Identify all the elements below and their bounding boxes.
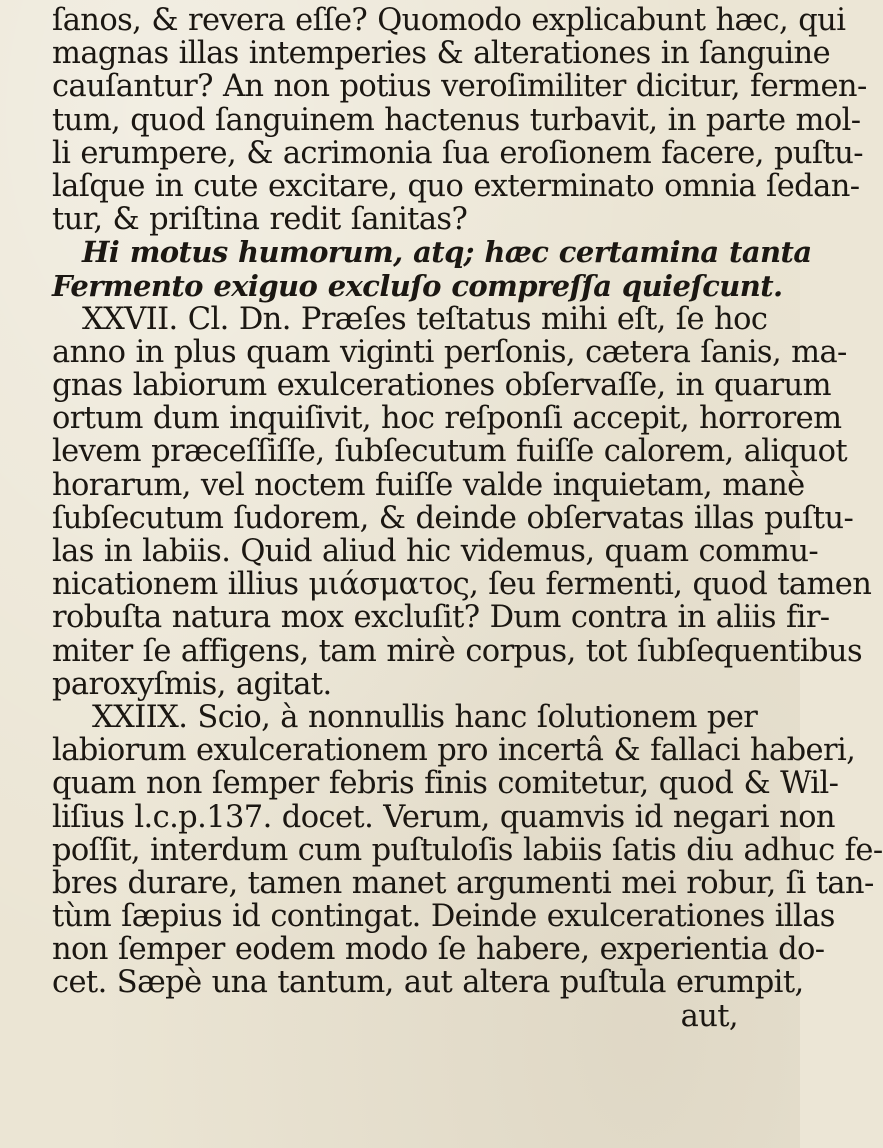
text-line: horarum, vel noctem fuiſſe valde inquietam, manè [52,467,805,503]
text-line: ortum dum inquiſivit, hoc reſponſi accepit, horrorem [52,401,842,437]
section-heading-line: XXVII. Cl. Dn. Præſes teſtatus mihi eſt, ſe hoc [82,301,768,337]
text-line: gnas labiorum exulcerationes obſervaſſe, in quarum [52,368,831,404]
text-line: li erumpere, & acrimonia ſua eroſionem facere, puſtu- [52,135,864,171]
text-line: nicationem illius μιάσματος, ſeu fermenti, quod tamen [52,567,872,603]
text-line: ſanos, & revera eſſe? Quomodo explicabunt hæc, qui [52,3,846,38]
text-line: robuſta natura mox excluſit? Dum contra in aliis fir- [52,600,830,636]
text-line: paroxyſmis, agitat. [52,666,332,702]
italic-verse-line: Hi motus humorum, atq; hæc certamina tanta [82,235,812,270]
text-line: ſubſecutum ſudorem, & deinde obſervatas illas puſtu- [52,500,854,536]
text-line: quam non ſemper febris finis comitetur, quod & Wil- [52,766,839,802]
text-line: tur, & priſtina redit ſanitas? [52,202,468,238]
latin-text-block [52,3,883,1034]
text-line: cet. Sæpè una tantum, aut altera puſtula erumpit, [52,965,804,1001]
text-line: anno in plus quam viginti perſonis, cætera ſanis, ma- [52,334,847,370]
text-line: non ſemper eodem modo ſe habere, experientia do- [52,932,825,968]
section-heading-line: XXIIX. Scio, à nonnullis hanc ſolutionem per [92,699,758,735]
text-line: las in labiis. Quid aliud hic videmus, quam commu- [52,534,819,569]
text-line: levem præceſſiſſe, ſubſecutum fuiſſe calorem, aliquot [52,434,848,470]
text-line: tum, quod ſanguinem hactenus turbavit, in parte mol- [52,102,861,138]
text-line: laſque in cute excitare, quo exterminato omnia ſedan- [52,168,860,204]
catchword: aut, [680,998,738,1034]
text-line: poſſit, interdum cum puſtuloſis labiis ſatis diu adhuc fe- [52,832,883,868]
italic-verse-line: Fermento exiguo excluſo compreſſa quieſcunt. [52,268,783,303]
text-line: liſius l.c.p.137. docet. Verum, quamvis id negari non [52,799,835,835]
text-line: miter ſe affigens, tam mirè corpus, tot ſubſequentibus [52,633,863,669]
text-line: bres durare, tamen manet argumenti mei robur, ſi tan- [52,865,874,901]
text-line: labiorum exulcerationem pro incertâ & fallaci haberi, [52,733,856,769]
text-line: cauſantur? An non potius veroſimiliter dicitur, fermen- [52,69,867,105]
text-line: magnas illas intemperies & alterationes in ſanguine [52,36,831,72]
text-line: tùm ſæpius id contingat. Deinde exulcerationes illas [52,899,835,935]
